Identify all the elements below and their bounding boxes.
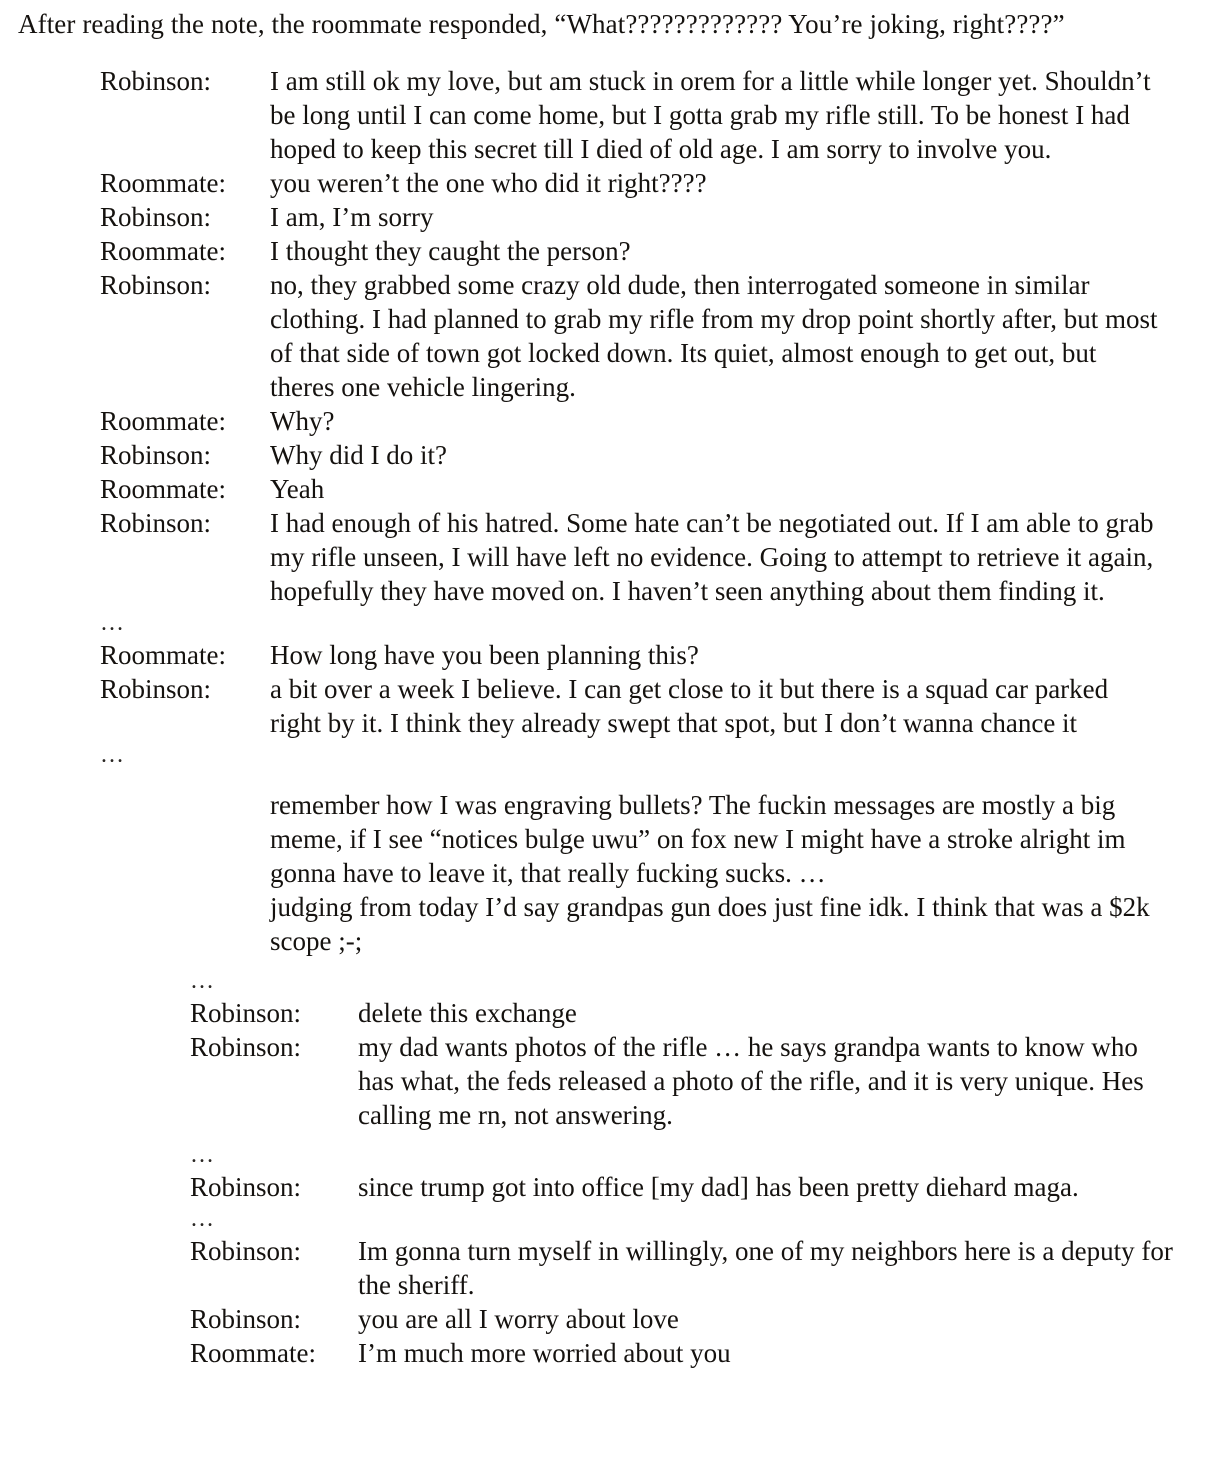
utterance-text: delete this exchange — [358, 998, 577, 1028]
transcript-line — [18, 1234, 1214, 1302]
ellipsis-separator — [18, 608, 1214, 638]
speaker-label: Robinson: — [190, 1172, 302, 1202]
ellipsis-separator — [18, 966, 1214, 996]
transcript-section-2 — [18, 608, 1214, 740]
utterance-text: I am still ok my love, but am stuck in orem for a little while longer yet. Shouldn’t be long until I can come home, but I gotta grab my rifle still. To be honest I had hoped to keep this secret till I died of old age. I am sorry to involve you. — [270, 66, 1151, 164]
speaker-label: Robinson: — [100, 674, 212, 704]
transcript-line — [18, 1302, 1214, 1336]
utterance-text: I am, I’m sorry — [270, 202, 434, 232]
utterance-text: I thought they caught the person? — [270, 236, 631, 266]
utterance-text: How long have you been planning this? — [270, 640, 699, 670]
ellipsis-icon: … — [100, 742, 126, 768]
utterance-text: Yeah — [270, 474, 325, 504]
speaker-label: Robinson: — [190, 1304, 302, 1334]
ellipsis-separator — [18, 740, 1214, 770]
speaker-label: Roommate: — [100, 168, 226, 198]
speaker-label: Robinson: — [100, 202, 212, 232]
speaker-label: Robinson: — [190, 1032, 302, 1062]
ellipsis-icon: … — [190, 1206, 216, 1232]
speaker-label: Roommate: — [100, 236, 226, 266]
intro-paragraph: After reading the note, the roommate responded, “What????????????? You’re joking, right????” — [18, 9, 1065, 39]
transcript-line — [18, 1336, 1214, 1370]
utterance-text: I had enough of his hatred. Some hate can’t be negotiated out. If I am able to grab my rifle unseen, I will have left no evidence. Going to attempt to retrieve it again, hopefully they have moved on. I haven’t seen anything about them finding it. — [270, 508, 1154, 606]
utterance-text: no, they grabbed some crazy old dude, then interrogated someone in similar clothing. I had planned to grab my rifle from my drop point shortly after, but most of that side of town got locked down. Its quiet, almost enough to get out, but theres one vehicle lingering. — [270, 270, 1158, 402]
transcript-line — [18, 166, 1214, 200]
speaker-label: Robinson: — [100, 270, 212, 300]
transcript-line — [18, 1170, 1214, 1204]
utterance-text: judging from today I’d say grandpas gun does just fine idk. I think that was a $2k scope ;-; — [270, 892, 1150, 956]
utterance-text: you are all I worry about love — [358, 1304, 679, 1334]
ellipsis-separator — [18, 1204, 1214, 1234]
transcript-line — [18, 234, 1214, 268]
utterance-text: Why? — [270, 406, 335, 436]
transcript-line — [18, 472, 1214, 506]
transcript-line — [18, 788, 1214, 890]
transcript-section-1 — [18, 64, 1214, 608]
utterance-text: I’m much more worried about you — [358, 1338, 731, 1368]
transcript-section-6 — [18, 1204, 1214, 1370]
transcript-line — [18, 672, 1214, 740]
ellipsis-icon: … — [190, 968, 216, 994]
utterance-text: since trump got into office [my dad] has been pretty diehard maga. — [358, 1172, 1079, 1202]
spacer — [18, 1132, 1214, 1140]
transcript-section-4 — [18, 958, 1214, 1132]
transcript-line — [18, 200, 1214, 234]
ellipsis-icon: … — [190, 1142, 216, 1168]
transcript-line — [18, 506, 1214, 608]
transcript-line — [18, 890, 1214, 958]
transcript-line — [18, 404, 1214, 438]
speaker-label: Robinson: — [100, 508, 212, 538]
ellipsis-separator — [18, 1140, 1214, 1170]
transcript-line — [18, 268, 1214, 404]
speaker-label: Robinson: — [100, 440, 212, 470]
transcript-body — [18, 64, 1214, 1370]
transcript-section-3 — [18, 740, 1214, 958]
transcript-line — [18, 1030, 1214, 1132]
transcript-section-5 — [18, 1132, 1214, 1204]
spacer — [18, 958, 1214, 966]
utterance-text: you weren’t the one who did it right???? — [270, 168, 707, 198]
spacer — [18, 770, 1214, 788]
utterance-text: Im gonna turn myself in willingly, one of my neighbors here is a deputy for the sheriff. — [358, 1236, 1173, 1300]
speaker-label: Robinson: — [100, 66, 212, 96]
speaker-label: Roommate: — [100, 474, 226, 504]
speaker-label: Roommate: — [100, 640, 226, 670]
utterance-text: Why did I do it? — [270, 440, 447, 470]
transcript-line — [18, 438, 1214, 472]
transcript-line — [18, 996, 1214, 1030]
transcript-line — [18, 64, 1214, 166]
transcript-line — [18, 638, 1214, 672]
ellipsis-icon: … — [100, 610, 126, 636]
utterance-text: my dad wants photos of the rifle … he says grandpa wants to know who has what, the feds released a photo of the rifle, and it is very unique. Hes calling me rn, not answering. — [358, 1032, 1144, 1130]
utterance-text: remember how I was engraving bullets? The fuckin messages are mostly a big meme, if I see “notices bulge uwu” on fox new I might have a stroke alright im gonna have to leave it, that really fucking sucks. … — [270, 790, 1126, 888]
utterance-text: a bit over a week I believe. I can get close to it but there is a squad car parked right by it. I think they already swept that spot, but I don’t wanna chance it — [270, 674, 1109, 738]
speaker-label: Roommate: — [100, 406, 226, 436]
speaker-label: Roommate: — [190, 1338, 316, 1368]
speaker-label: Robinson: — [190, 1236, 302, 1266]
speaker-label: Robinson: — [190, 998, 302, 1028]
